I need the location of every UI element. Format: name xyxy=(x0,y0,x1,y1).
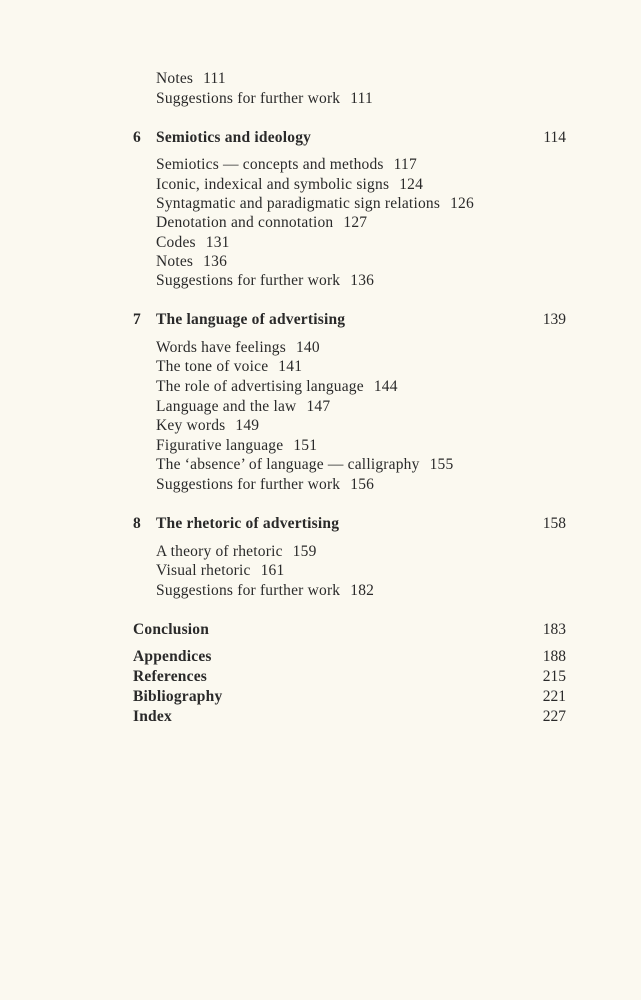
toc-entry-page: 124 xyxy=(399,176,424,193)
chapter-number: 6 xyxy=(133,129,141,146)
toc-entry-page: 151 xyxy=(293,437,318,454)
toc-entry xyxy=(156,378,398,396)
toc-entry-title: The tone of voice xyxy=(156,358,269,375)
end-matter-page: 215 xyxy=(542,668,566,685)
end-matter-title: Conclusion xyxy=(133,621,210,638)
toc-entry xyxy=(156,253,227,271)
toc-entry-title: Suggestions for further work xyxy=(156,90,341,107)
toc-entry-title: The ‘absence’ of language — calligraphy xyxy=(156,456,420,473)
toc-entry xyxy=(156,272,374,290)
toc-entry-page: 117 xyxy=(393,156,417,173)
toc-entry-title: Words have feelings xyxy=(156,339,286,356)
toc-entry-title: Iconic, indexical and symbolic signs xyxy=(156,176,390,193)
chapter-number: 7 xyxy=(133,311,141,328)
toc-entry-page: 136 xyxy=(350,272,375,289)
chapter-title: Semiotics and ideology xyxy=(156,129,312,146)
toc-entry-page: 127 xyxy=(343,214,368,231)
chapter-page: 139 xyxy=(542,311,566,328)
end-matter-page: 227 xyxy=(542,708,566,725)
toc-entry xyxy=(156,90,373,108)
toc-entry-page: 144 xyxy=(373,378,398,395)
toc-entry-title: Visual rhetoric xyxy=(156,562,251,579)
toc-entry-title: Syntagmatic and paradigmatic sign relations xyxy=(156,195,441,212)
toc-entry-page: 111 xyxy=(203,70,226,87)
chapter-page: 158 xyxy=(542,515,566,532)
end-matter-page: 221 xyxy=(542,688,566,705)
toc-entry xyxy=(156,398,330,416)
end-matter-title: References xyxy=(133,668,208,685)
toc-entry-title: Denotation and connotation xyxy=(156,214,334,231)
toc-entry xyxy=(156,176,423,194)
toc-entry xyxy=(156,156,417,174)
toc-entry-title: Notes xyxy=(156,70,194,87)
toc-entry-page: 141 xyxy=(278,358,303,375)
end-matter-title: Appendices xyxy=(133,648,212,665)
toc-entry-page: 136 xyxy=(203,253,228,270)
toc-entry-page: 161 xyxy=(260,562,285,579)
end-matter-title: Bibliography xyxy=(133,688,223,705)
chapter-page: 114 xyxy=(543,129,566,146)
toc-entry xyxy=(156,562,284,580)
toc-entry xyxy=(156,195,474,213)
toc-entry xyxy=(156,543,317,561)
toc-entry xyxy=(156,456,453,474)
end-matter-page: 183 xyxy=(542,621,566,638)
end-matter-title: Index xyxy=(133,708,172,725)
toc-entry xyxy=(156,582,374,600)
toc-entry-page: 111 xyxy=(350,90,373,107)
end-matter-page: 188 xyxy=(542,648,566,665)
toc-entry xyxy=(156,437,317,455)
chapter-number: 8 xyxy=(133,515,141,532)
toc-entry xyxy=(156,214,367,232)
toc-entry xyxy=(156,358,302,376)
toc-entry-title: Suggestions for further work xyxy=(156,476,341,493)
toc-entry xyxy=(156,476,374,494)
toc-entry-page: 155 xyxy=(429,456,454,473)
toc-entry-page: 131 xyxy=(205,234,230,251)
toc-entry-page: 182 xyxy=(350,582,375,599)
toc-entry-page: 126 xyxy=(450,195,474,212)
toc-entry-page: 147 xyxy=(306,398,331,415)
chapter-title: The language of advertising xyxy=(156,311,346,328)
toc-entry-title: The role of advertising language xyxy=(156,378,364,395)
toc-entry-title: Notes xyxy=(156,253,194,270)
toc-entry-title: Key words xyxy=(156,417,226,434)
toc-entry-title: Semiotics — concepts and methods xyxy=(156,156,384,173)
toc-entry-title: Suggestions for further work xyxy=(156,582,341,599)
toc-entry xyxy=(156,339,320,357)
toc-entry-title: Suggestions for further work xyxy=(156,272,341,289)
toc-entry xyxy=(156,234,230,252)
toc-entry-page: 140 xyxy=(295,339,320,356)
toc-entry-page: 156 xyxy=(350,476,375,493)
toc-entry-title: Language and the law xyxy=(156,398,297,415)
toc-entry-title: A theory of rhetoric xyxy=(156,543,283,560)
toc-entry xyxy=(156,417,259,435)
toc-entry-page: 149 xyxy=(235,417,260,434)
chapter-title: The rhetoric of advertising xyxy=(156,515,340,532)
toc-entry-title: Figurative language xyxy=(156,437,284,454)
toc-entry xyxy=(156,70,226,88)
toc-entry-title: Codes xyxy=(156,234,196,251)
toc-entry-page: 159 xyxy=(292,543,317,560)
